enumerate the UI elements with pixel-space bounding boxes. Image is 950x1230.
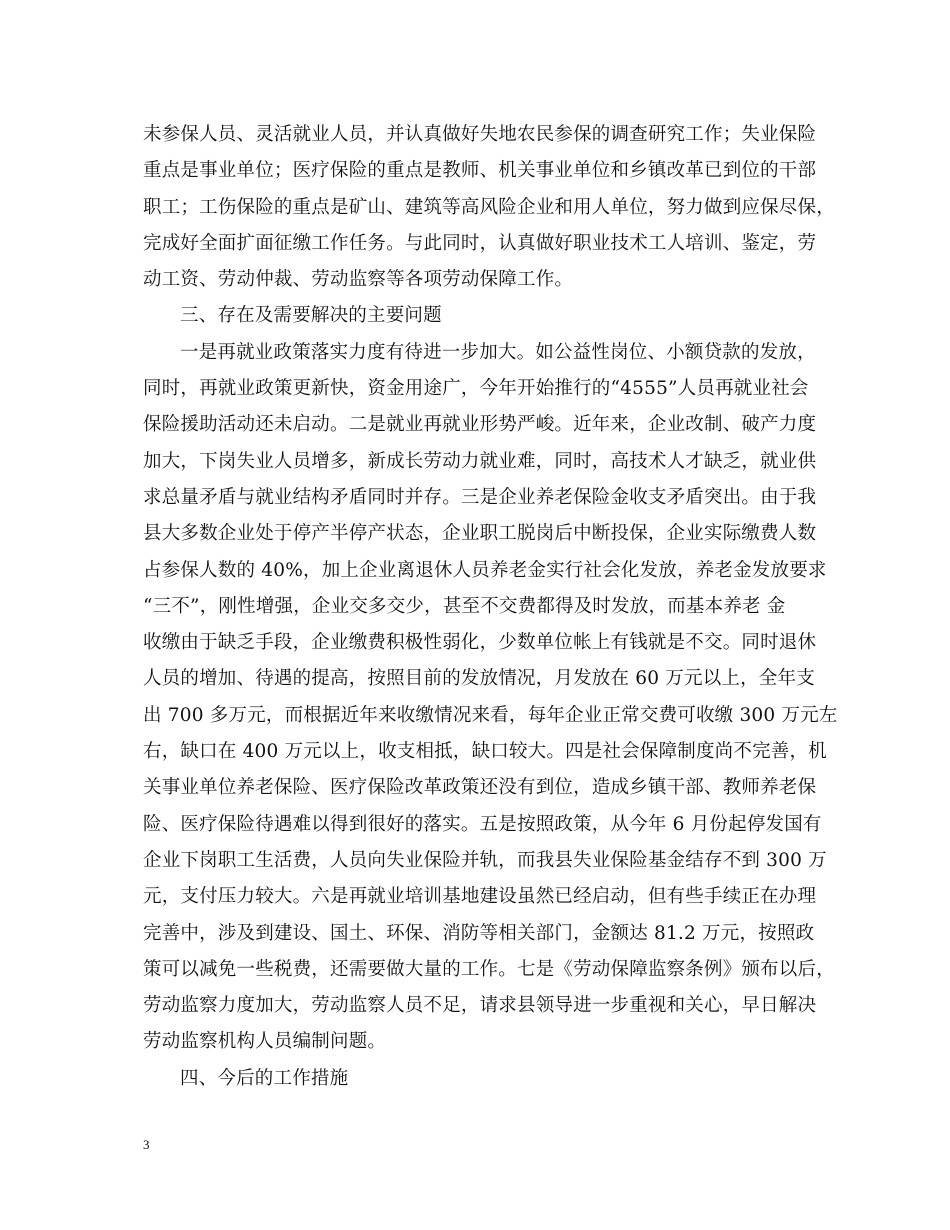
- text-line: 职工；工伤保险的重点是矿山、建筑等高风险企业和用人单位，努力做到应保尽保，: [143, 196, 835, 218]
- page-number: 3: [143, 1137, 150, 1152]
- text-line: 加大，下岗失业人员增多，新成长劳动力就业难，同时，高技术人才缺乏，就业供: [143, 450, 817, 472]
- text-line: 未参保人员、灵活就业人员，并认真做好失地农民参保的调查研究工作；失业保险: [143, 124, 817, 145]
- text-line: 企业下岗职工生活费，人员向失业保险并轨，而我县失业保险基金结存不到 300 万: [143, 849, 827, 871]
- paragraph-heading-line: 四、今后的工作措施: [180, 1067, 349, 1089]
- text-line: 元，支付压力较大。六是再就业培训基地建设虽然已经启动，但有些手续正在办理: [143, 886, 817, 908]
- document-body: [143, 117, 838, 1097]
- text-line: 完成好全面扩面征缴工作任务。与此同时，认真做好职业技术工人培训、鉴定，劳: [143, 232, 817, 254]
- text-line: 右，缺口在 400 万元以上，收支相抵，缺口较大。四是社会保障制度尚不完善，机: [143, 741, 827, 763]
- text-line: 求总量矛盾与就业结构矛盾同时并存。三是企业养老保险金收支矛盾突出。由于我: [143, 486, 817, 508]
- text-line: 人员的增加、待遇的提高，按照目前的发放情况，月发放在 60 万元以上，全年支: [143, 668, 815, 690]
- text-line: 劳动监察力度加大，劳动监察人员不足，请求县领导进一步重视和关心，早日解决: [143, 995, 817, 1017]
- text-line: “三不”，刚性增强，企业交多交少，甚至不交费都得及时发放，而基本养老 金: [143, 595, 786, 617]
- text-line: 劳动监察机构人员编制问题。: [143, 1031, 387, 1053]
- text-line: 重点是事业单位；医疗保险的重点是教师、机关事业单位和乡镇改革已到位的干部: [143, 160, 817, 182]
- text-line: 出 700 多万元，而根据近年来收缴情况来看，每年企业正常交费可收缴 300 万元左: [143, 704, 838, 726]
- text-line: 收缴由于缺乏手段，企业缴费积极性弱化，少数单位帐上有钱就是不交。同时退休: [143, 632, 817, 654]
- text-line: 完善中，涉及到建设、国土、环保、消防等相关部门，金额达 81.2 万元，按照政: [143, 922, 815, 944]
- text-line: 关事业单位养老保险、医疗保险改革政策还没有到位，造成乡镇干部、教师养老保: [143, 777, 817, 799]
- paragraph-heading-line: 三、存在及需要解决的主要问题: [180, 305, 442, 327]
- text-line: 保险援助活动还未启动。二是就业再就业形势严峻。近年来，企业改制、破产力度: [143, 414, 817, 436]
- text-line: 县大多数企业处于停产半停产状态，企业职工脱岗后中断投保，企业实际缴费人数: [143, 523, 817, 545]
- text-line: 同时，再就业政策更新快，资金用途广，今年开始推行的“4555”人员再就业社会: [143, 378, 809, 400]
- text-line: 险、医疗保险待遇难以得到很好的落实。五是按照政策，从今年 6 月份起停发国有: [143, 813, 822, 835]
- text-line: 动工资、劳动仲裁、劳动监察等各项劳动保障工作。: [143, 269, 574, 291]
- paragraph-heading-line: 一是再就业政策落实力度有待进一步加大。如公益性岗位、小额贷款的发放，: [180, 341, 816, 363]
- text-line: 占参保人数的 40%，加上企业离退休人员养老金实行社会化发放，养老金发放要求: [143, 559, 827, 581]
- text-line: 策可以减免一些税费，还需要做大量的工作。七是《劳动保障监察条例》颁布以后，: [143, 958, 835, 980]
